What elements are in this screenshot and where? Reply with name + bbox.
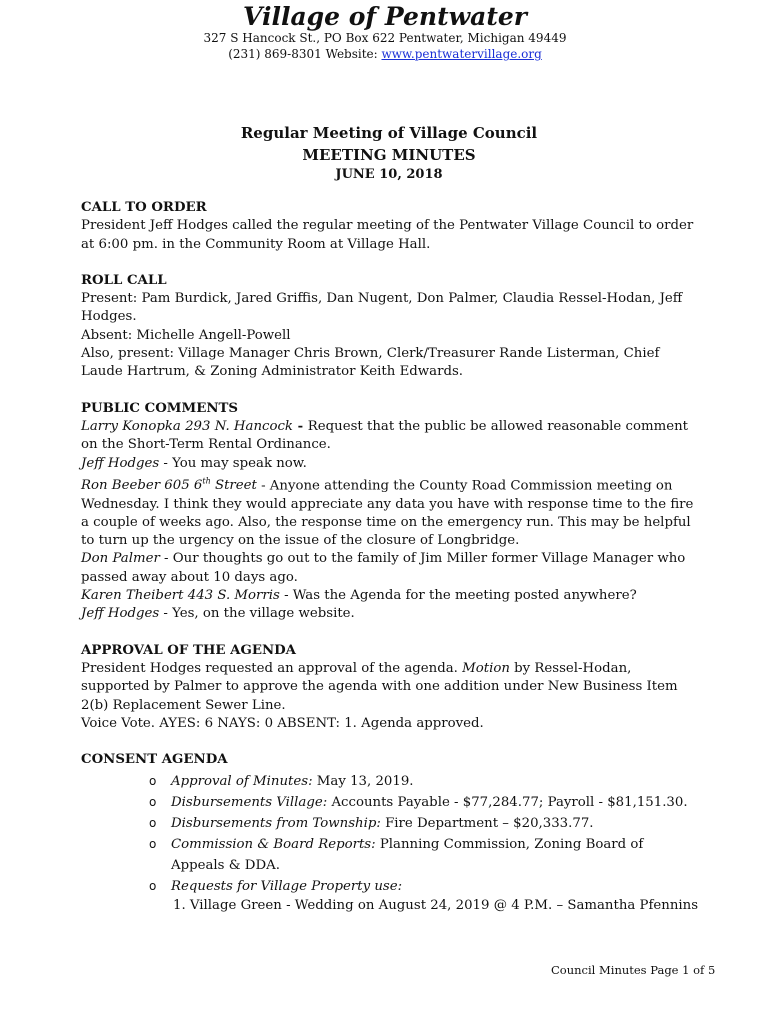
comment-text: - Anyone attending the County Road Commission meeting on Wednesday. I think they would appreciate any data you have with response time to the fire a couple of weeks ago. Also, the response time on the emergency run. This may be helpful to turn up the urgency on the issue of the closure of Longbridge. (81, 478, 694, 549)
commenter-name: Karen Theibert 443 S. Morris (81, 588, 280, 604)
comment-3 (81, 473, 701, 551)
commenter-name: Ron Beeber 605 6th Street (81, 476, 257, 494)
roll-call-present: Present: Pam Burdick, Jared Griffis, Dan Nugent, Don Palmer, Claudia Ressel-Hodan, Jeff Hodges. (81, 291, 683, 325)
consent-item: o Disbursements Village: Accounts Payable - $77,284.77; Payroll - $81,151.30. (149, 792, 701, 813)
commenter-name: Jeff Hodges (81, 455, 160, 471)
agenda-heading: APPROVAL OF THE AGENDA (81, 642, 296, 658)
roll-call-absent: Absent: Michelle Angell-Powell (81, 327, 291, 343)
comment-1: Larry Konopka 293 N. Hancock - Request that the public be allowed reasonable comment on the Short-Term Rental Ordinance. (81, 418, 688, 453)
agenda-vote: Voice Vote. AYES: 6 NAYS: 0 ABSENT: 1. Agenda approved. (81, 715, 484, 731)
meeting-date: JUNE 10, 2018 (335, 167, 443, 182)
contact-line (0, 47, 770, 61)
commenter-name: Don Palmer (81, 551, 160, 567)
meeting-subtitle: MEETING MINUTES (302, 146, 476, 164)
consent-item: o Requests for Village Property use: 1. Village Green - Wedding on August 24, 2019 @ 4 P.M. – Samantha Pfennins (149, 876, 701, 915)
comment-4 (81, 550, 701, 587)
comment-text: - Our thoughts go out to the family of Jim Miller former Village Manager who passed away about 10 days ago. (81, 551, 686, 585)
roll-call-heading: ROLL CALL (81, 272, 167, 288)
bullet-icon: o (149, 837, 157, 852)
commenter-name: Jeff Hodges (81, 606, 160, 622)
agenda-text: President Hodges requested an approval of the agenda. Motion by Ressel-Hodan, supported by Palmer to approve the agenda with one addition under New Business Item 2(b) Replacement Sewer Line. (81, 660, 678, 713)
comment-2 (81, 455, 701, 473)
comment-6 (81, 605, 701, 623)
comment-text: Request that the public be allowed reasonable comment on the Short-Term Rental Ordinance. (81, 418, 688, 453)
call-to-order-text: President Jeff Hodges called the regular meeting of the Pentwater Village Council to order at 6:00 pm. in the Community Room at Village Hall. (81, 218, 694, 252)
meeting-title: Regular Meeting of Village Council (240, 124, 538, 142)
page-footer: Council Minutes Page 1 of 5 (551, 963, 716, 977)
address-line: 327 S Hancock St., PO Box 622 Pentwater, Michigan 49449 (203, 31, 567, 45)
consent-list (81, 771, 701, 915)
consent-heading: CONSENT AGENDA (81, 752, 228, 768)
comment-text: - Yes, on the village website. (159, 606, 355, 622)
comment-5 (81, 587, 701, 605)
bullet-icon: o (149, 816, 157, 831)
comment-text: - Was the Agenda for the meeting posted anywhere? (279, 588, 637, 604)
motion-label: Motion (462, 660, 510, 676)
bullet-icon: o (149, 795, 157, 810)
roll-call-also: Also, present: Village Manager Chris Brown, Clerk/Treasurer Rande Listerman, Chief Laude Hartrum, & Zoning Administrator Keith Edwards. (81, 346, 660, 380)
bullet-icon: o (149, 774, 157, 789)
minutes-body (81, 199, 701, 915)
village-title: Village of Pentwater (243, 2, 527, 31)
commenter-name: Larry Konopka 293 N. Hancock (81, 418, 293, 434)
consent-item: o Approval of Minutes: May 13, 2019. (149, 771, 701, 792)
bullet-icon: o (149, 879, 157, 894)
website-link[interactable]: www.pentwatervillage.org (381, 47, 542, 61)
public-comments-heading: PUBLIC COMMENTS (81, 400, 239, 416)
comment-text: - You may speak now. (159, 455, 307, 471)
call-to-order-heading: CALL TO ORDER (81, 200, 207, 215)
phone-text: (231) 869-8301 Website: (228, 47, 382, 61)
consent-item: o Commission & Board Reports: Planning Commission, Zoning Board of Appeals & DDA. (149, 834, 701, 876)
property-use-request: 1. Village Green - Wedding on August 24, 2019 @ 4 P.M. – Samantha Pfennins (173, 898, 699, 914)
consent-item: o Disbursements from Township: Fire Department – $20,333.77. (149, 813, 701, 834)
